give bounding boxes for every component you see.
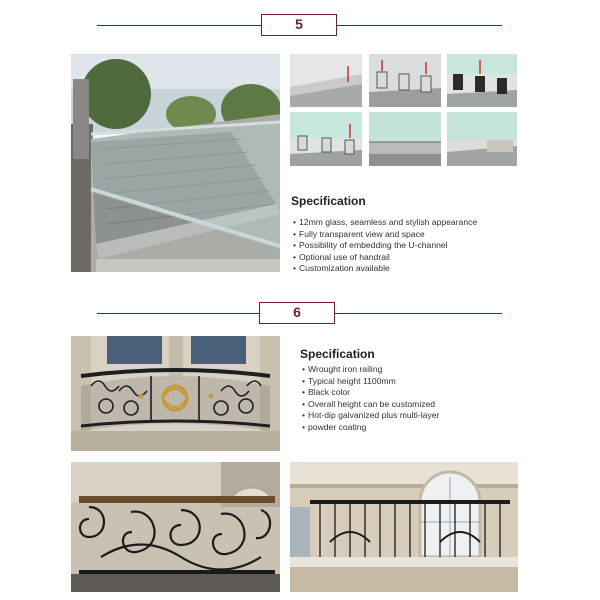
u-channel-detail-photo-5 (369, 112, 441, 166)
u-channel-detail-photo-1 (290, 54, 362, 107)
section-6-spec-list (302, 364, 439, 433)
spec-item: • Typical height 1100mm (302, 376, 439, 388)
wrought-iron-balcony-photo-1 (71, 336, 280, 451)
spec-item: • Hot-dip galvanized plus multi-layer (302, 410, 439, 422)
spec-item: • Wrought iron railing (302, 364, 439, 376)
u-channel-detail-photo-2 (369, 54, 441, 107)
spec-item: • Overall height can be customized (302, 399, 439, 411)
wrought-iron-balcony-photo-3 (290, 462, 518, 592)
section-5-spec-title: Specification (291, 194, 366, 208)
section-5-spec-list (293, 217, 477, 275)
section-5-number-badge: 5 (261, 14, 337, 36)
wrought-iron-balcony-photo-2 (71, 462, 280, 592)
spec-item: • Customization available (293, 263, 477, 275)
u-channel-detail-photo-6 (447, 112, 517, 166)
u-channel-detail-photo-4 (290, 112, 362, 166)
spec-item: • Fully transparent view and space (293, 229, 477, 241)
section-6-number-badge: 6 (259, 302, 335, 324)
spec-item: • Possibility of embedding the U-channel (293, 240, 477, 252)
spec-item: • Optional use of handrail (293, 252, 477, 264)
glass-balcony-photo (71, 54, 280, 272)
u-channel-detail-photo-3 (447, 54, 517, 107)
spec-item: • 12mm glass, seamless and stylish appearance (293, 217, 477, 229)
spec-item: • powder coating (302, 422, 439, 434)
section-6-spec-title: Specification (300, 347, 375, 361)
spec-item: • Black color (302, 387, 439, 399)
